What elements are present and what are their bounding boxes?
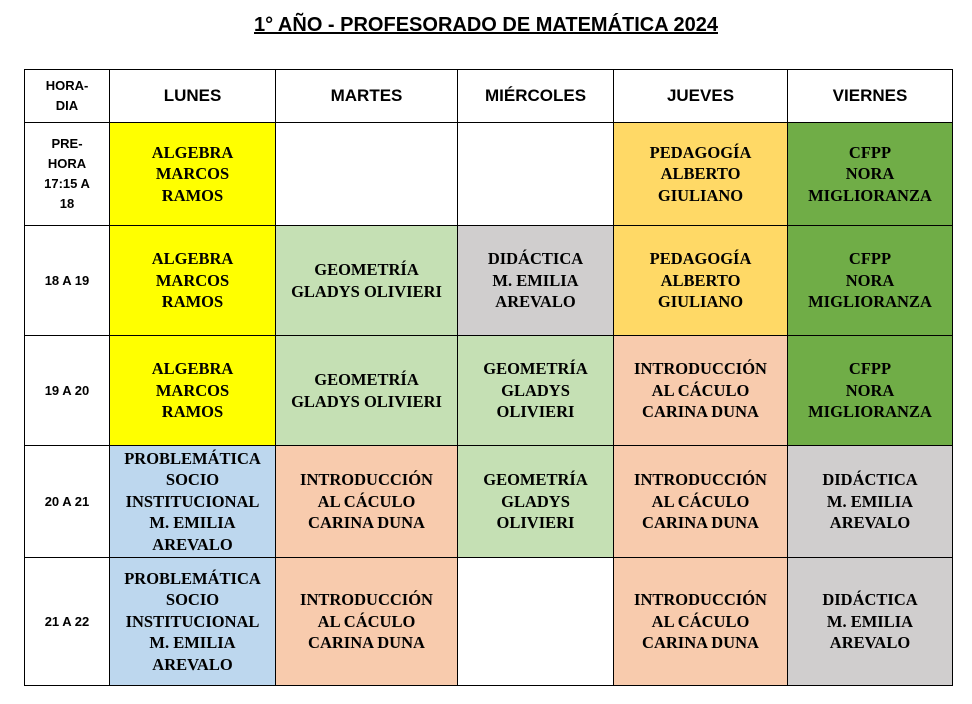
day-header-lunes: LUNES xyxy=(110,70,276,123)
hora-cell: 21 A 22 xyxy=(25,558,110,686)
class-cell-introduccion: INTRODUCCIÓN AL CÁCULO CARINA DUNA xyxy=(614,558,788,686)
hora-cell: 20 A 21 xyxy=(25,446,110,558)
class-cell-algebra: ALGEBRA MARCOS RAMOS xyxy=(110,226,276,336)
class-cell-algebra: ALGEBRA MARCOS RAMOS xyxy=(110,336,276,446)
class-cell-didactica: DIDÁCTICA M. EMILIA AREVALO xyxy=(458,226,614,336)
day-header-martes: MARTES xyxy=(276,70,458,123)
class-cell-didactica: DIDÁCTICA M. EMILIA AREVALO xyxy=(788,446,953,558)
hora-dia-header: HORA- DIA xyxy=(25,70,110,123)
class-cell-cfpp: CFPP NORA MIGLIORANZA xyxy=(788,336,953,446)
schedule-row xyxy=(25,123,953,226)
class-cell-introduccion: INTRODUCCIÓN AL CÁCULO CARINA DUNA xyxy=(276,446,458,558)
day-header-jueves: JUEVES xyxy=(614,70,788,123)
class-cell-didactica: DIDÁCTICA M. EMILIA AREVALO xyxy=(788,558,953,686)
class-cell-cfpp: CFPP NORA MIGLIORANZA xyxy=(788,123,953,226)
class-cell-problematica: PROBLEMÁTICA SOCIO INSTITUCIONAL M. EMILIA AREVALO xyxy=(110,446,276,558)
page-title: 1° AÑO - PROFESORADO DE MATEMÁTICA 2024 xyxy=(254,14,718,36)
class-cell-cfpp: CFPP NORA MIGLIORANZA xyxy=(788,226,953,336)
class-cell-geometria: GEOMETRÍA GLADYS OLIVIERI xyxy=(458,446,614,558)
class-cell-geometria: GEOMETRÍA GLADYS OLIVIERI xyxy=(458,336,614,446)
schedule-row xyxy=(25,336,953,446)
schedule-row xyxy=(25,226,953,336)
hora-cell: 19 A 20 xyxy=(25,336,110,446)
day-header-viernes: VIERNES xyxy=(788,70,953,123)
schedule-row xyxy=(25,446,953,558)
class-cell-geometria: GEOMETRÍA GLADYS OLIVIERI xyxy=(276,226,458,336)
class-cell-problematica: PROBLEMÁTICA SOCIO INSTITUCIONAL M. EMILIA AREVALO xyxy=(110,558,276,686)
class-cell-pedagogia: PEDAGOGÍA ALBERTO GIULIANO xyxy=(614,123,788,226)
day-header-miercoles: MIÉRCOLES xyxy=(458,70,614,123)
empty-cell xyxy=(458,123,614,226)
hora-cell: 18 A 19 xyxy=(25,226,110,336)
empty-cell xyxy=(458,558,614,686)
class-cell-geometria: GEOMETRÍA GLADYS OLIVIERI xyxy=(276,336,458,446)
header-row xyxy=(25,70,953,123)
hora-cell: PRE- HORA 17:15 A 18 xyxy=(25,123,110,226)
schedule-row xyxy=(25,558,953,686)
class-cell-introduccion: INTRODUCCIÓN AL CÁCULO CARINA DUNA xyxy=(614,446,788,558)
class-cell-introduccion: INTRODUCCIÓN AL CÁCULO CARINA DUNA xyxy=(614,336,788,446)
class-cell-algebra: ALGEBRA MARCOS RAMOS xyxy=(110,123,276,226)
schedule-table xyxy=(24,69,953,686)
empty-cell xyxy=(276,123,458,226)
class-cell-introduccion: INTRODUCCIÓN AL CÁCULO CARINA DUNA xyxy=(276,558,458,686)
class-cell-pedagogia: PEDAGOGÍA ALBERTO GIULIANO xyxy=(614,226,788,336)
